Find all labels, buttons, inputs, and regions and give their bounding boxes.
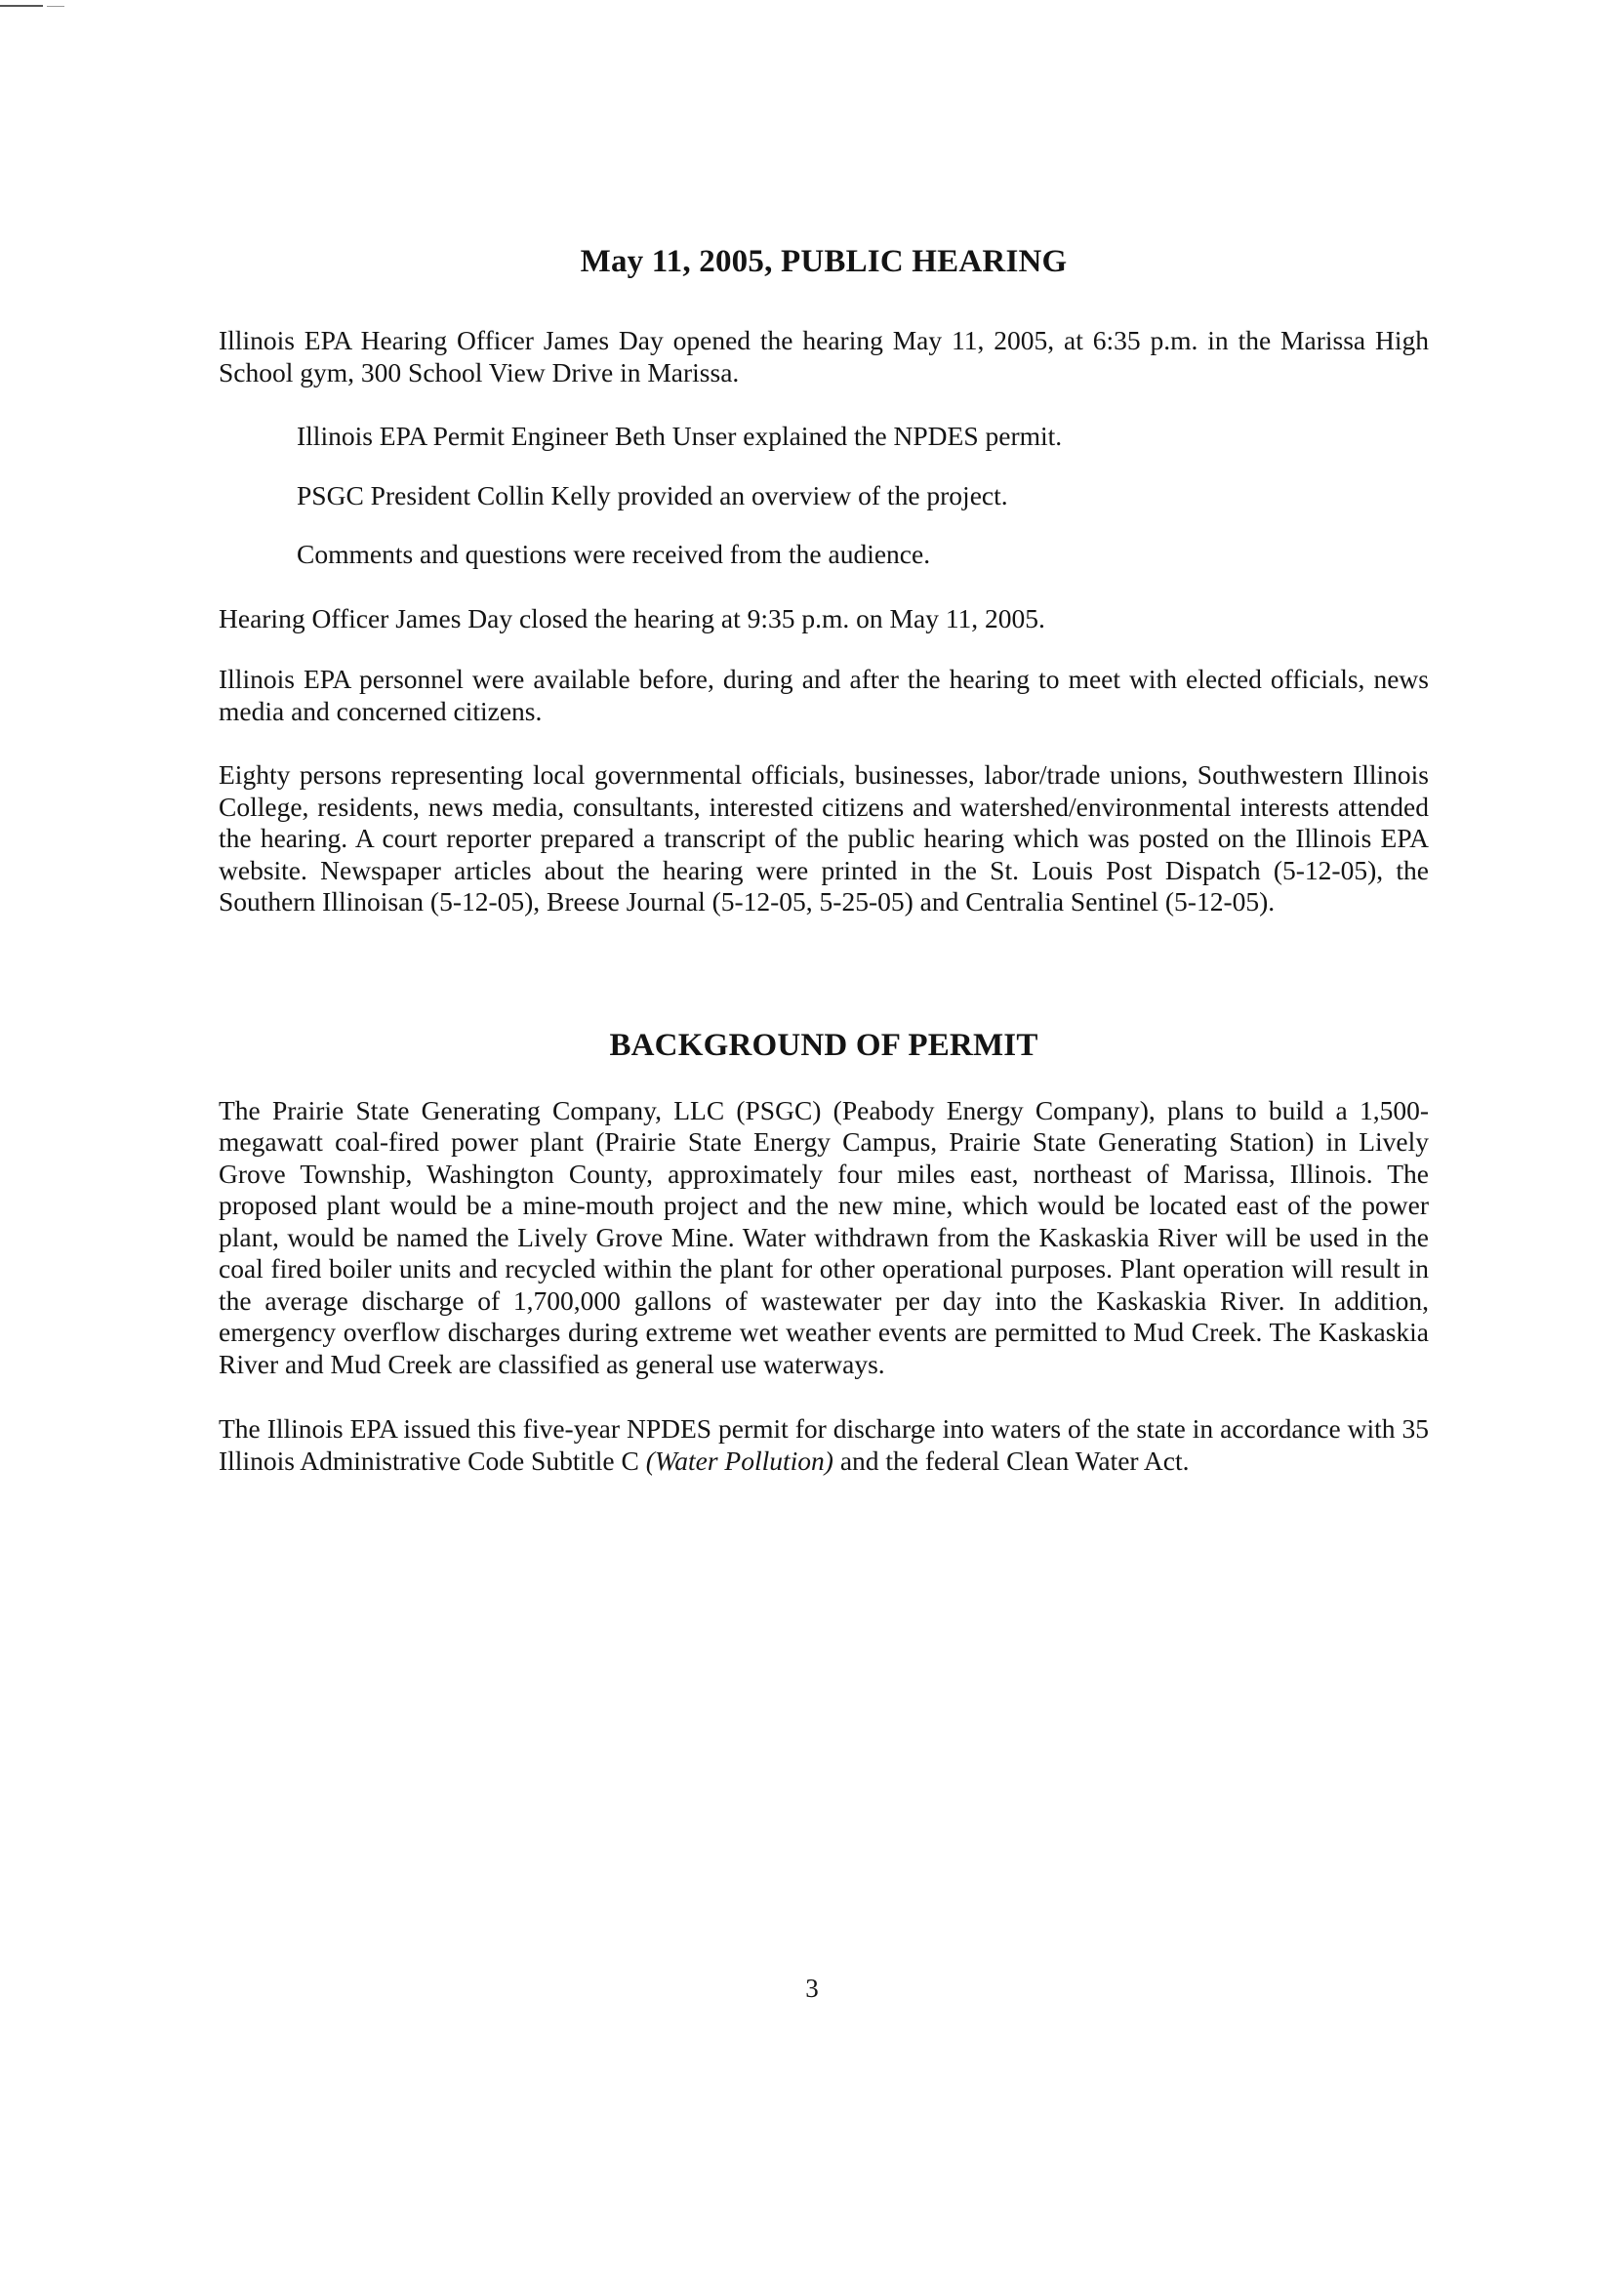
page-number: 3 (805, 1974, 819, 2003)
hearing-heading: May 11, 2005, PUBLIC HEARING (580, 244, 1068, 279)
permit-issuance-text-end: and the federal Clean Water Act. (832, 1445, 1190, 1476)
hearing-item-comments: Comments and questions were received from the audience. (297, 539, 931, 569)
hearing-closing-paragraph: Hearing Officer James Day closed the hearing at 9:35 p.m. on May 11, 2005. (219, 602, 1045, 633)
background-paragraph: The Prairie State Generating Company, LLC (PSGC) (Peabody Energy Company), plans to build a 1,500-megawatt coal-fired power plant (Prairie State Energy Campus, Prairie State Generating Station) in Lively Grove Township, Washington County, approximately four miles east, northeast of Marissa, Illinois. The proposed plant would be a mine-mouth project and the new mine, which would be located east of the power plant, would be named the Lively Grove Mine. Water withdrawn from the Kaskaskia River will be used in the coal fired boiler units and recycled within the plant for other operational purposes. Plant operation will result in the average discharge of 1,700,000 gallons of wastewater per day into the Kaskaskia River. In addition, emergency overflow discharges during extreme wet weather events are permitted to Mud Creek. The Kaskaskia River and Mud Creek are classified as general use waterways. (219, 1094, 1429, 1379)
water-pollution-subtitle: (Water Pollution) (645, 1445, 833, 1476)
hearing-opening-paragraph: Illinois EPA Hearing Officer James Day opened the hearing May 11, 2005, at 6:35 p.m. in the Marissa High School gym, 300 School View Drive in Marissa. (219, 325, 1429, 387)
permit-issuance-text: The Illinois EPA issued this five-year NPDES permit for discharge into waters of the state in accordance with 35 Illinois Administrative Code Subtitle C (219, 1413, 1429, 1476)
scan-artifact (0, 5, 43, 7)
hearing-item-permit-engineer: Illinois EPA Permit Engineer Beth Unser explained the NPDES permit. (297, 421, 1063, 451)
document-page (219, 244, 1429, 1477)
hearing-item-psgc-president: PSGC President Collin Kelly provided an overview of the project. (297, 479, 1008, 510)
scan-artifact (47, 6, 64, 7)
background-heading: BACKGROUND OF PERMIT (609, 1027, 1038, 1063)
hearing-personnel-paragraph: Illinois EPA personnel were available before, during and after the hearing to meet with elected officials, news media and concerned citizens. (219, 664, 1429, 726)
permit-issuance-paragraph (219, 1413, 1429, 1477)
hearing-attendance-paragraph: Eighty persons representing local governmental officials, businesses, labor/trade unions, Southwestern Illinois College, residents, news media, consultants, interested citizens and watershed/environmental interests attended the hearing. A court reporter prepared a transcript of the public hearing which was posted on the Illinois EPA website. Newspaper articles about the hearing were printed in the St. Louis Post Dispatch (5-12-05), the Southern Illinoisan (5-12-05), Breese Journal (5-12-05, 5-25-05) and Centralia Sentinel (5-12-05). (219, 759, 1429, 917)
